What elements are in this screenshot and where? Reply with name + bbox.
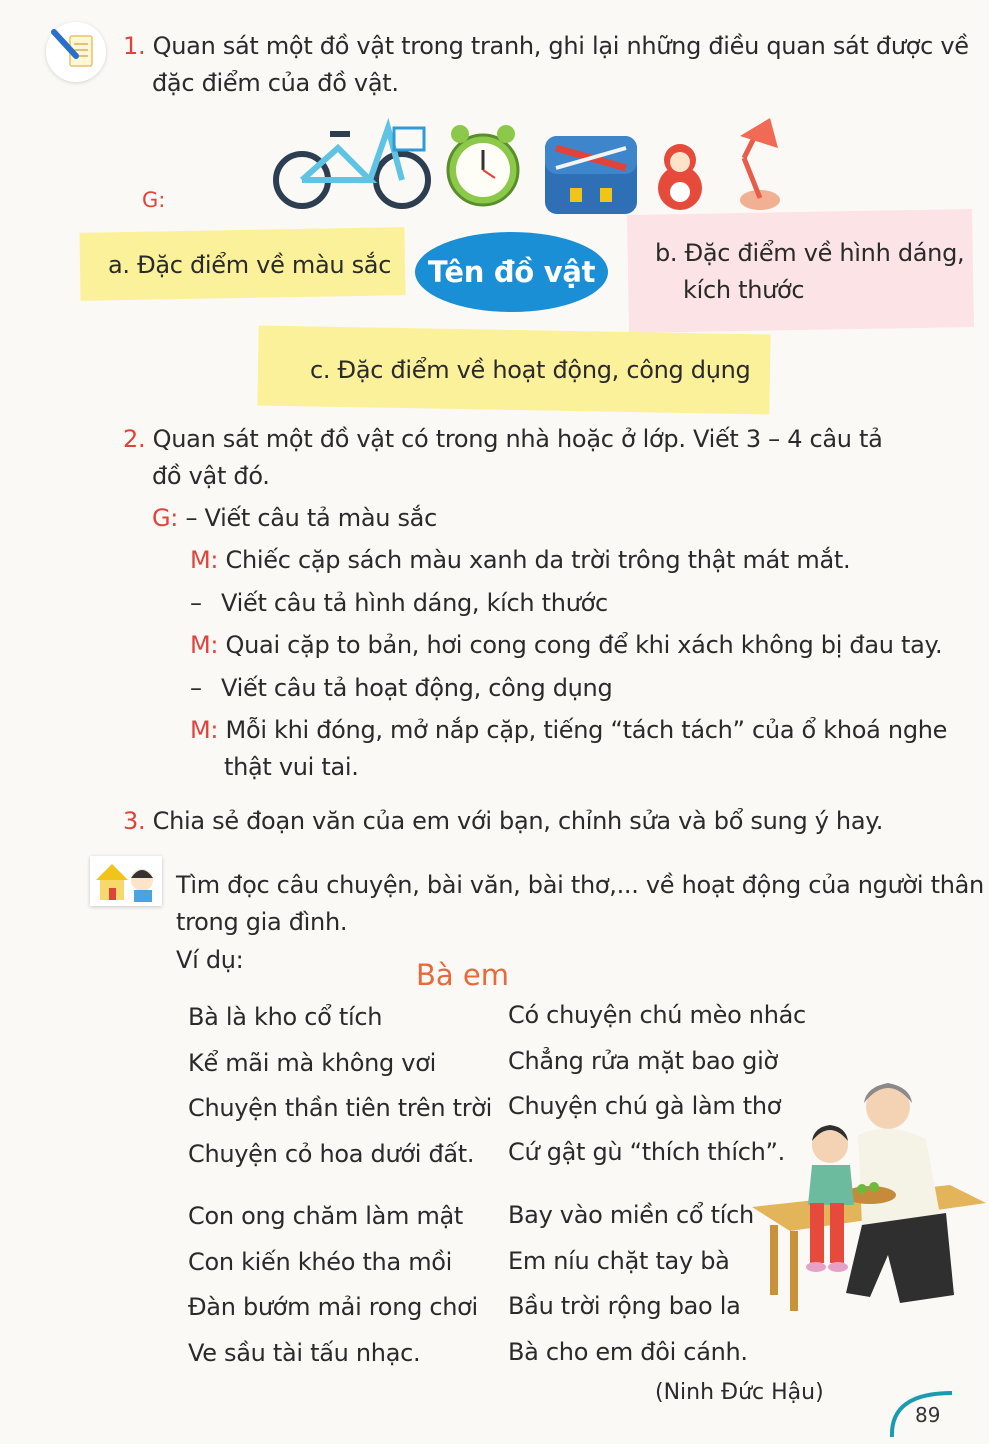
poem-line: Em níu chặt tay bà — [508, 1246, 730, 1275]
ex2-item-7: thật vui tai. — [224, 753, 359, 781]
exercise2-line2: đồ vật đó. — [152, 462, 270, 490]
ex2-item-6 — [190, 712, 947, 749]
item-text: Chiếc cặp sách màu xanh da trời trông thật mát mắt. — [225, 546, 851, 574]
poem-left-stanza1 — [188, 995, 492, 1177]
grandma-child-illustration — [750, 1075, 989, 1320]
dash: – — [185, 504, 198, 532]
exercise1-hint-label: G: — [142, 188, 166, 212]
poem-line: Đàn bướm mải rong chơi — [188, 1293, 478, 1321]
poem-line: Con kiến khéo tha mồi — [188, 1247, 453, 1276]
ex2-item-2 — [190, 542, 850, 579]
extension-line2: trong gia đình. — [176, 908, 348, 936]
ex2-item-4 — [190, 627, 942, 664]
poem-line: Bay vào miền cổ tích — [508, 1201, 754, 1229]
exercise3-number: 3. — [123, 807, 146, 835]
ex2-item-5 — [190, 670, 612, 707]
model-label: M: — [190, 631, 219, 659]
poem-line: Cứ gật gù “thích thích”. — [508, 1137, 785, 1166]
poem-line: Bà là kho cổ tích — [188, 1003, 383, 1031]
dash: – — [190, 589, 202, 617]
poem-line: Ve sầu tài tấu nhạc. — [188, 1338, 421, 1367]
note-shape-line1: b. Đặc điểm về hình dáng, — [655, 239, 965, 267]
poem-line: Có chuyện chú mèo nhác — [508, 1001, 806, 1029]
poem-line: Kể mãi mà không vơi — [188, 1048, 436, 1077]
poem-title: Bà em — [416, 958, 509, 992]
exercise3-text: Chia sẻ đoạn văn của em với bạn, chỉnh sửa và bổ sung ý hay. — [152, 807, 884, 835]
note-color-text: a. Đặc điểm về màu sắc — [108, 251, 392, 279]
poem-line: Chuyện cỏ hoa dưới đất. — [188, 1139, 475, 1168]
exercise1-text: Quan sát một đồ vật trong tranh, ghi lại những điều quan sát được về — [152, 32, 969, 60]
item-text: Quai cặp to bản, hơi cong cong để khi xách không bị đau tay. — [225, 631, 943, 659]
center-oval: Tên đồ vật — [415, 232, 608, 312]
exercise2-number: 2. — [123, 425, 146, 453]
poem-line: Chẳng rửa mặt bao giờ — [508, 1046, 778, 1075]
poem-right-stanza2 — [508, 1193, 754, 1375]
poem-line: Bầu trời rộng bao la — [508, 1292, 741, 1320]
exercise3 — [123, 803, 883, 840]
exercise1-line2: đặc điểm của đồ vật. — [152, 69, 399, 97]
extension-line1: Tìm đọc câu chuyện, bài văn, bài thơ,... về hoạt động của người thân — [176, 871, 984, 899]
ex2-item-1 — [152, 500, 437, 537]
ex2-item-3 — [190, 585, 608, 622]
item-text: Viết câu tả hình dáng, kích thước — [221, 589, 608, 617]
poem-author: (Ninh Đức Hậu) — [655, 1380, 824, 1405]
ex2-hint-label: G: — [152, 504, 179, 532]
exercise2-text: Quan sát một đồ vật có trong nhà hoặc ở lớp. Viết 3 – 4 câu tả — [152, 425, 883, 453]
exercise1-line1 — [123, 28, 969, 65]
note-function-text: c. Đặc điểm về hoạt động, công dụng — [310, 356, 751, 384]
note-shape-line2: kích thước — [683, 276, 805, 304]
item-text: Mỗi khi đóng, mở nắp cặp, tiếng “tách tách” của ổ khoá nghe — [225, 716, 948, 744]
exercise2-line1 — [123, 421, 883, 458]
dash: – — [190, 674, 202, 702]
exercise1-number: 1. — [123, 32, 146, 60]
page-number: 89 — [915, 1403, 941, 1427]
poem-line: Chuyện thần tiên trên trời — [188, 1094, 493, 1122]
poem-left-stanza2 — [188, 1194, 478, 1376]
poem-line: Con ong chăm làm mật — [188, 1202, 464, 1230]
example-label: Ví dụ: — [176, 946, 244, 974]
poem-line: Chuyện chú gà làm thơ — [508, 1092, 782, 1120]
objects-illustration — [270, 108, 790, 220]
item-text: Viết câu tả hoạt động, công dụng — [221, 674, 613, 702]
item-text: Viết câu tả màu sắc — [204, 504, 437, 532]
poem-line: Bà cho em đôi cánh. — [508, 1337, 748, 1366]
home-activity-icon — [90, 856, 162, 906]
exercise-pencil-icon — [46, 22, 106, 82]
model-label: M: — [190, 546, 219, 574]
model-label: M: — [190, 716, 219, 744]
